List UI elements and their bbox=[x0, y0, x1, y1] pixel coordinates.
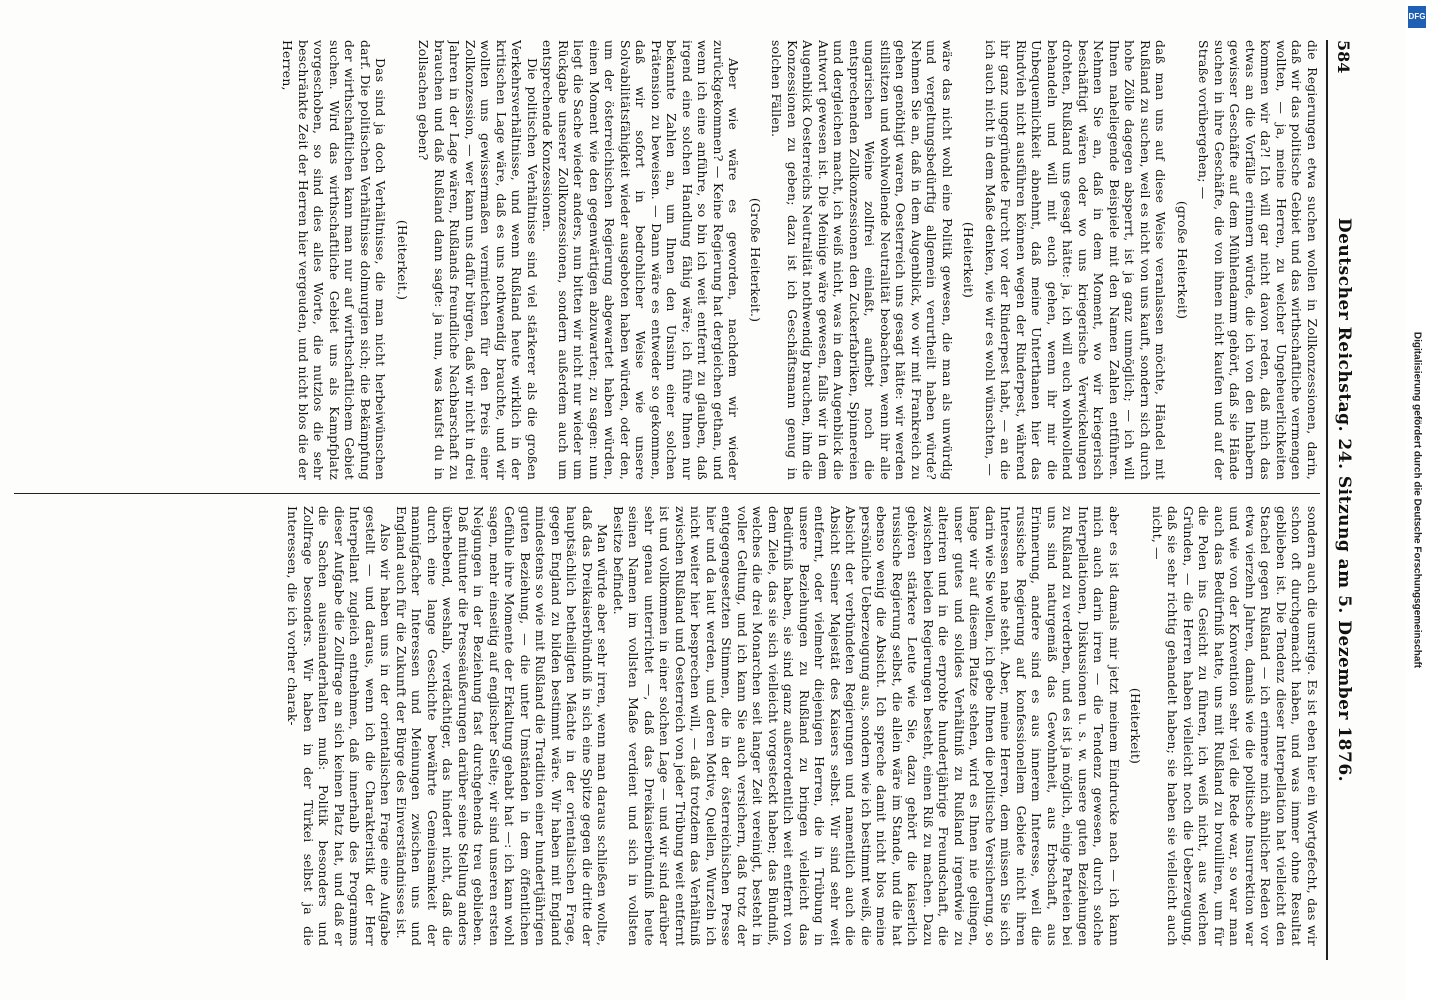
credit-text: Digitalisierung gefördert durch die Deutsche Forschungsgemeinschaft bbox=[1411, 331, 1423, 669]
audience-reaction: (Heiterkeit.) bbox=[395, 219, 410, 301]
digitization-credit bbox=[1404, 0, 1430, 1000]
dfg-logo: DFG bbox=[1408, 6, 1426, 28]
paragraph: Das sind ja doch Verhältnisse, die man nicht herbeiwünschen darf. Die politischen Verhältnisse dolmurgien sich; die Bekämpfung der wirthschaftlichen kann man nur auf wirthschaftlichem Gebiet suchen. Wird das wirthschaftliche Gebiet uns als Kampfplatz vorgeschoben, so sind dies alles Worte, die nutzlos die sehr beschränkte Zeit der Herren hier vergeuden, und nicht blos die der Herren, bbox=[280, 40, 389, 480]
paragraph: wäre das nicht wohl eine Politik gewesen, die man als unwürdig und vergeltungsbedürftig allgemein verurtheilt haben würde? Nehmen Sie an, daß in dem Augenblick, wo wir mit Frankreich zu gehen genöthigt waren, Oesterreich uns gesagt hätte: wir werden stillsitzen und wohlwollende Neutralität beobachten, wenn ihr alle ungarischen Weine zollfrei einlaßt, aufhebt noch die entsprechenden Zollkonzessionen den Zuckerfabriken, Spinnereien und dergleichen macht, ich weiß nicht, was in dem Augenblick die Antwort gewesen ist. Die Meinige wäre gewesen, falls wir in dem Augenblick Oesterreichs Neutralität nothwendig brauchen, ihm die Konzessionen zu geben; dazu ist ich Geschäftsmann genug in solchen Fällen. bbox=[769, 40, 955, 480]
paragraph: daß man uns auf diese Weise veranlassen möchte, Händel mit Rußland zu suchen, weil es nicht von uns kauft, sondern sich durch hohe Zölle dagegen absperrt, ist ja ganz unmöglich; — ich will Ihnen naheliegende Beispiele mit den Namen Zahlen entführen. Nehmen Sie an, daß in dem Moment, wo wir kriegerisch beschäftigt wären oder wo uns kriegerische Verwickelungen drohten, Rußland uns gesagt hätte: ja, ich will euch wohlwollend behandeln und will mit euch gehen, wenn ihr mir die Unbequemlichkeit abnehmt, daß meine Unterthanen hier das Rindvieh nicht ausführen können wegen der Rinderpest, während ihr ganz ungegründete Furcht vor der Rinderpest habt, — an die ich auch nicht in dem Maße denken, wie wir es wohl wünschten, — bbox=[983, 40, 1169, 480]
text-column-left bbox=[14, 40, 1320, 480]
text-column-right bbox=[14, 506, 1320, 946]
paragraph: aber es ist damals mir jetzt meinem Eindrucke nach — ich kann mich auch darin irren — die Tendenz gewesen, durch solche Interpellationen, Diskussionen u. s. w. unsere guten Beziehungen zu Rußland zu verderben, und es ist ja möglich, einige Parteien bei uns sind naturgemäß das Gewohnheit, aus Erbschaft, aus Erinnerung, andere sind es aus innerem Interesse, weil die russische Regierung auf konfessionellem Gebiete nicht ihren Interessen nahe steht. Aber, meine Herren, dem müssen Sie sich darin wie Sie wollen, ich gebe Ihnen die politische Versicherung, so lange wir auf diesem Platze stehen, wird es Ihnen nie gelingen, unser gutes und solides Verhältniß zu Rußland irgendwie zu alteriren und in die erprobte hundertjährige Freundschaft, die zwischen beiden Regierungen besteht, einen Riß zu machen. Dazu gehören stärkere Leute wie Sie, dazu gehört die kaiserlich russische Regierung selbst, die allein wäre im Stande, und die hat ebenso wenig die Absicht. Ich spreche damit nicht blos meine persönliche Ueberzeugung aus, sondern wie ich bestimmt weiß, die Absicht der verbündeten Regierungen und namentlich auch die Absicht Seiner Majestät des Kaisers selbst. Wir sind sehr weit entfernt, oder vielmehr diejenigen Herren, die in Trübung in unsere Beziehungen zu Rußland zu bringen vielleicht das Bedürfniß haben, sie sind ganz außerordentlich weit entfernt von dem Ziele, das sie sich vielleicht vorgesteckt haben; das Bündniß, welches die drei Monarchen seit langer Zeit vereinigt, besteht in voller Geltung, und ich kann Sie auch versichern, daß trotz der entgegengesetzten Stimmen, die in der österreichischen Presse hier und da laut werden, und deren Motive, Quellen, Wurzeln ich nicht weiter hier besprechen will, — daß trotzdem das Verhältniß zwischen Rußland und Oesterreich von jeder Trübung weit entfernt ist und vollkommen in einer solchen Lage — und wir sind darüber sehr genau unterrichtet —, daß das Dreikaiserbündniß heute seinen Namen im vollsten Maße verdient und sich in vollsten Besitze befindet. bbox=[611, 506, 1122, 946]
audience-reaction: (Heiterkeit) bbox=[1128, 687, 1144, 765]
paragraph: Man würde aber sehr irren, wenn man daraus schließen wollte, daß das Dreikaiserbündniß in sich eine Spitze gegen die dritte der hauptsächlich betheiligten Mächte in der orientalischen Frage, gegen England zu bilden bestimmt wäre. Wir haben mit England mindestens so wie mit Rußland die Tradition einer hundertjährigen guten Beziehung, — die unter Umständen in dem öffentlichen Gefühle ihre Momente der Erkaltung gehabt hat —: ich kann wohl sagen, mehr einseitig auf englischer Seite; wir sind unseren ersten Neigungen in der Beziehung fast durchgehends treu geblieben. Daß mitunter die Presseäußerungen darüber seine Stellung anders überhebend, weshalb, verdächtiger, das hindert nicht, daß die durch eine lange Geschichte bewährte Gemeinsamkeit der mannigfacher Interessen und Meinungen zwischen uns und England auch für die Zukunft der Bürge des Einverständnisses ist. bbox=[394, 506, 611, 946]
paragraph: die Regierungen etwa suchen wollen in Zollkonzessionen, darin, daß wir das politische Gebiet und das wirthschaftliche vermengen wollten, — ja, meine Herren, zu welcher Ungeheuerlichkeiten kommen wir da?! Ich will gar nicht davon reden, daß mich das etwas an die Vorfälle erinnern würde, die ich von den Inhabern gewisser Geschäfte auf dem Mühlendamm gehört, daß sie Hände suchen in ihre Geschäfte, die von ihnen nicht kaufen und auf der Straße vorübergehen; — bbox=[1196, 40, 1320, 480]
audience-reaction: (Heiterkeit) bbox=[961, 221, 977, 299]
paragraph: Aber wie wäre es geworden, nachdem wir wieder zurückgekommen? — Keine Regierung hat dergleichen gethan, und wenn ich eine anführe, so bin ich weit entfernt zu glauben, daß irgend eine solchen Handlung fähig wäre; ich führe Ihnen nur bekannte Zahlen an, um Ihnen den Unsinn einer solchen Prätension zu beweisen. — Dann wäre es entweder so gekommen, daß wir sofort in bedrohlicher Weise wie unsere Solvabilitätsfähigkeit wieder ausgeboten haben würden, oder den, um der österreichischen Regierung abgewartet haben würden, einen Moment wie den gegenwärtigen abzuwarten; zu sagen: nun liegt die Sache wieder anders, nun bitten wir nicht nur wieder um Rückgabe unserer Zollkonzessionen, sondern außerdem auch um entsprechende Konzessionen. bbox=[540, 40, 742, 480]
page-header bbox=[1326, 40, 1362, 960]
paragraph: Die politischen Verhältnisse sind viel stärkerer als die großen Verkehrsverhältnisse, und wenn Rußland heute wirklich in der kritischen Lage wäre, daß es uns nothwendig brauchte, und wir wollten uns gewissermaßen vermietchen für den Preis einer Zollkonzession, — wer kann uns dafür bürgen, daß wir nicht in drei Jahren in der Lage wären, Rußlands freundliche Nachbarschaft zu brauchen und daß Rußland dann sagte: ja nun, was kaufst du in Zollsachen geben? bbox=[416, 40, 540, 480]
page-title: Deutscher Reichstag. 24. Sitzung am 5. Dezember 1876. bbox=[1334, 217, 1354, 783]
page-number: 584 bbox=[1334, 40, 1353, 74]
paragraph: sondern auch die unsrige. Es ist eben hier ein Wortgefecht, das wir schon oft durchgemacht haben, und was immer ohne Resultat geblieben ist. Die Tendenz dieser Interpellation hat vielleicht den Stachel gegen Rußland — ich erinnere mich ähnlicher Reden vor etwa vierzehn Jahren, damals wie die politische Insurrektion war und wie von der Konvention sehr viel die Rede war, so war man auch das Bedürfniß hatte, uns mit Rußland zu brouilliren, um für die Polen ins Gesicht zu führen, ich weiß nicht, aus welchen Gründen, — die Herren haben vielleicht noch die Ueberzeugung, daß sie sehr richtig gehandelt haben; sie haben sie vielleicht auch nicht, — bbox=[1150, 506, 1320, 946]
audience-reaction: (Große Heiterkeit.) bbox=[748, 197, 763, 323]
column-divider bbox=[14, 493, 1320, 494]
audience-reaction: (große Heiterkeit) bbox=[1175, 200, 1190, 320]
paragraph: Also wir haben uns in der orientalischen Frage eine Aufgabe gestellt — und daraus, wenn ich die Charakteristik der Herr Interpellant zugleich entnehmen, daß innerhalb des Programms dieser Aufgabe die Zollfrage an sich keinen Platz hat, und daß er die Sachen auseinanderhalten muß: Politik besonders und Zollfrage besonders. Wir haben in der Türkei selbst ja die Interessen, die ich vorher charak- bbox=[285, 506, 394, 946]
